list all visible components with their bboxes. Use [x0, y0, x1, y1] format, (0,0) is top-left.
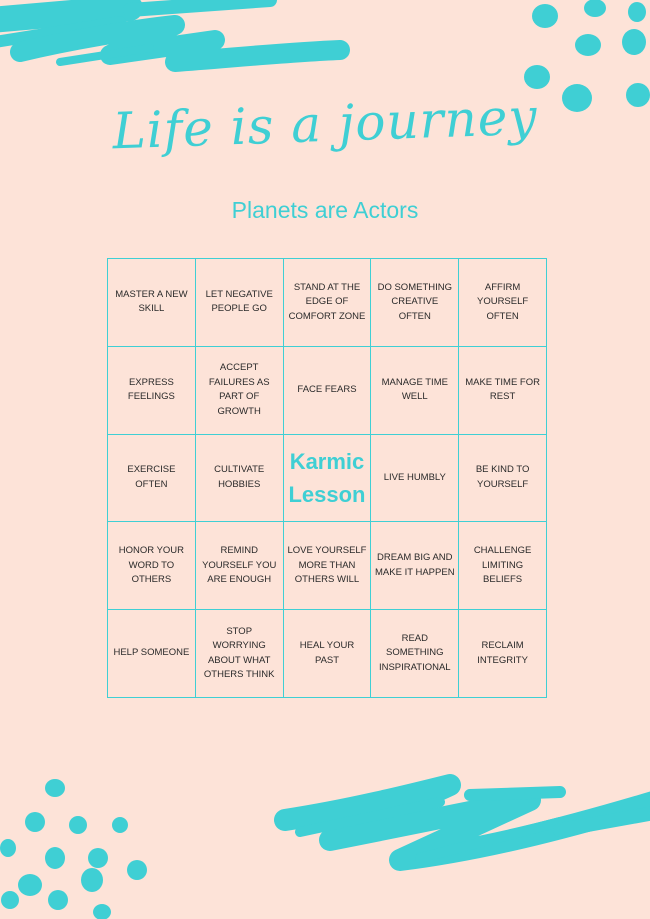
bingo-cell: READ SOMETHING INSPIRATIONAL	[371, 610, 459, 698]
bingo-grid	[107, 258, 547, 698]
bingo-cell: HEAL YOUR PAST	[284, 610, 372, 698]
bingo-cell: LIVE HUMBLY	[371, 435, 459, 523]
bingo-cell: EXERCISE OFTEN	[108, 435, 196, 523]
bingo-cell: MANAGE TIME WELL	[371, 347, 459, 435]
bingo-cell: HELP SOMEONE	[108, 610, 196, 698]
bingo-cell: LOVE YOURSELF MORE THAN OTHERS WILL	[284, 522, 372, 610]
bingo-cell: FACE FEARS	[284, 347, 372, 435]
bingo-cell: ACCEPT FAILURES AS PART OF GROWTH	[196, 347, 284, 435]
bingo-cell: REMIND YOURSELF YOU ARE ENOUGH	[196, 522, 284, 610]
bottom-left-dots	[0, 779, 147, 919]
top-left-brush-stroke	[0, 0, 340, 62]
bingo-cell: AFFIRM YOURSELF OFTEN	[459, 259, 547, 347]
bingo-cell: EXPRESS FEELINGS	[108, 347, 196, 435]
bingo-cell: STOP WORRYING ABOUT WHAT OTHERS THINK	[196, 610, 284, 698]
bingo-cell: DREAM BIG AND MAKE IT HAPPEN	[371, 522, 459, 610]
bingo-cell: LET NEGATIVE PEOPLE GO	[196, 259, 284, 347]
page-title: Life is a journey	[111, 87, 539, 161]
page-subtitle: Planets are Actors	[231, 197, 419, 223]
bingo-cell: HONOR YOUR WORD TO OTHERS	[108, 522, 196, 610]
bottom-right-brush-stroke	[285, 785, 650, 860]
bingo-cell: RECLAIM INTEGRITY	[459, 610, 547, 698]
bingo-cell: CULTIVATE HOBBIES	[196, 435, 284, 523]
bingo-cell: DO SOMETHING CREATIVE OFTEN	[371, 259, 459, 347]
bingo-cell: STAND AT THE EDGE OF COMFORT ZONE	[284, 259, 372, 347]
bingo-cell: MAKE TIME FOR REST	[459, 347, 547, 435]
bingo-cell: CHALLENGE LIMITING BELIEFS	[459, 522, 547, 610]
bingo-cell: MASTER A NEW SKILL	[108, 259, 196, 347]
bingo-cell: BE KIND TO YOURSELF	[459, 435, 547, 523]
bingo-center-cell: Karmic Lesson	[284, 435, 372, 523]
